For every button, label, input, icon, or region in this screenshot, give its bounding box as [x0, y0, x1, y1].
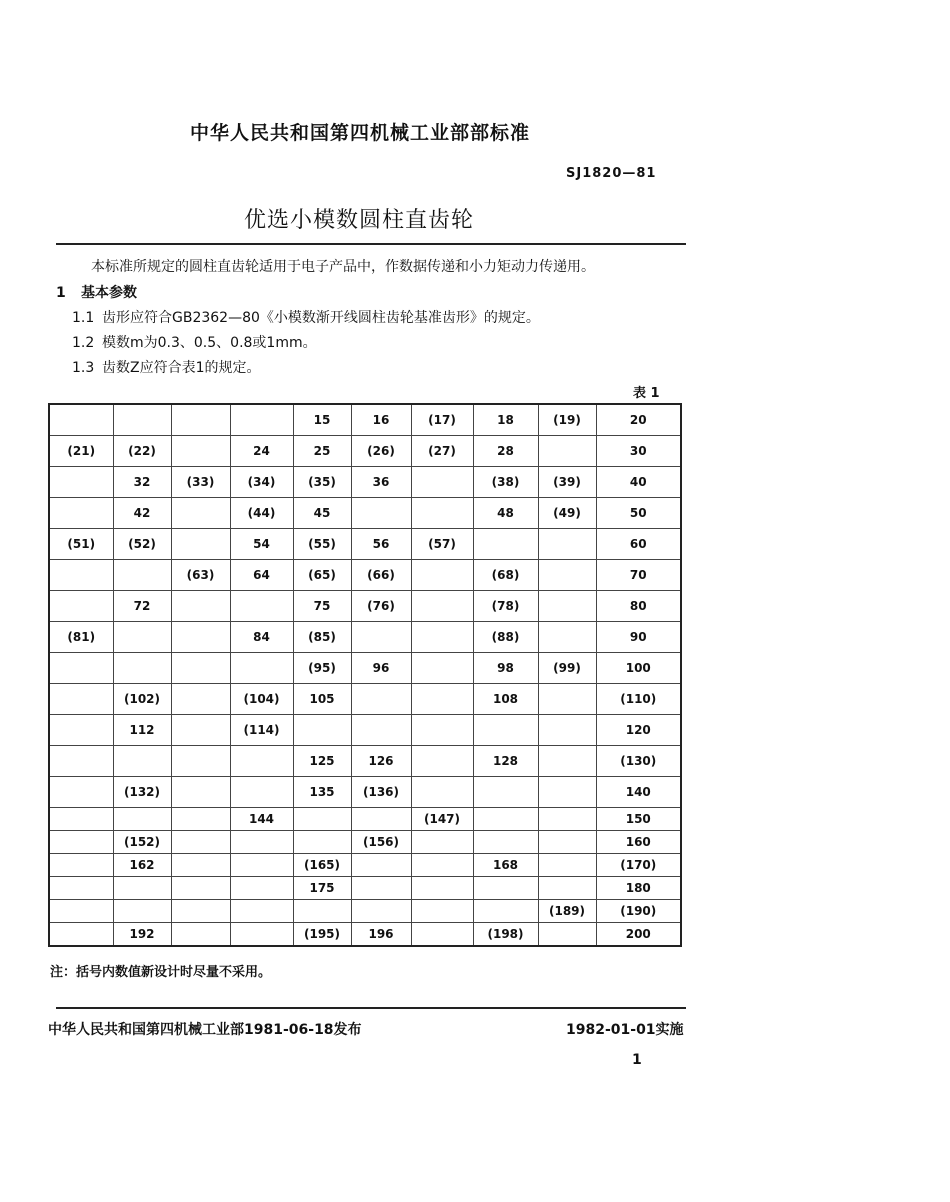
table-cell: (78)	[473, 591, 538, 622]
table-cell: 125	[293, 746, 351, 777]
table-cell	[230, 854, 293, 877]
table-cell	[171, 777, 230, 808]
clause-item	[72, 332, 317, 352]
table-cell	[293, 900, 351, 923]
table-cell: 180	[596, 877, 681, 900]
table-cell	[538, 831, 596, 854]
table-cell: 196	[351, 923, 411, 947]
table-cell: (52)	[113, 529, 171, 560]
table-cell: (68)	[473, 560, 538, 591]
table-cell	[230, 777, 293, 808]
table-cell: 120	[596, 715, 681, 746]
table-cell	[49, 854, 113, 877]
table-cell	[411, 622, 473, 653]
table-cell: (152)	[113, 831, 171, 854]
table-cell	[351, 808, 411, 831]
table-row	[49, 498, 681, 529]
table-cell	[473, 877, 538, 900]
table-cell	[411, 653, 473, 684]
table-cell	[113, 900, 171, 923]
intro-paragraph: 本标准所规定的圆柱直齿轮适用于电子产品中，作数据传递和小力矩动力传递用。	[91, 259, 595, 275]
table-cell: 140	[596, 777, 681, 808]
table-cell	[171, 746, 230, 777]
table-cell: (170)	[596, 854, 681, 877]
table-cell	[411, 560, 473, 591]
table-cell: 32	[113, 467, 171, 498]
table-cell	[49, 591, 113, 622]
table-cell: 80	[596, 591, 681, 622]
table-cell	[411, 877, 473, 900]
table-row	[49, 808, 681, 831]
table-cell	[411, 591, 473, 622]
table-cell	[49, 831, 113, 854]
table-cell: (57)	[411, 529, 473, 560]
table-cell	[113, 560, 171, 591]
table-cell: (51)	[49, 529, 113, 560]
table-cell: 56	[351, 529, 411, 560]
table-cell: (104)	[230, 684, 293, 715]
table-cell: 42	[113, 498, 171, 529]
table-cell	[171, 808, 230, 831]
table-cell	[230, 831, 293, 854]
table-cell: 192	[113, 923, 171, 947]
table-cell	[538, 529, 596, 560]
table-cell	[538, 746, 596, 777]
clause-number: 1.2	[72, 335, 95, 351]
table-cell	[171, 684, 230, 715]
table-cell: (55)	[293, 529, 351, 560]
table-cell	[351, 684, 411, 715]
table-cell	[171, 404, 230, 436]
table-cell	[538, 715, 596, 746]
table-cell: 72	[113, 591, 171, 622]
table-cell: (88)	[473, 622, 538, 653]
table-cell	[230, 404, 293, 436]
table-cell: (165)	[293, 854, 351, 877]
table-row	[49, 777, 681, 808]
table-cell: 105	[293, 684, 351, 715]
table-cell: 162	[113, 854, 171, 877]
table-cell	[411, 854, 473, 877]
table-cell	[411, 746, 473, 777]
table-row	[49, 831, 681, 854]
table-cell	[113, 877, 171, 900]
clause-number: 1.3	[72, 360, 95, 376]
table-cell	[293, 808, 351, 831]
table-cell	[171, 529, 230, 560]
table-cell	[411, 498, 473, 529]
table-cell	[230, 653, 293, 684]
table-cell	[49, 404, 113, 436]
table-cell	[171, 622, 230, 653]
table-cell	[113, 404, 171, 436]
table-cell: (22)	[113, 436, 171, 467]
table-cell: 70	[596, 560, 681, 591]
table-cell	[351, 877, 411, 900]
table-cell	[230, 877, 293, 900]
table-cell	[351, 498, 411, 529]
table-cell: 64	[230, 560, 293, 591]
table-cell	[171, 436, 230, 467]
table-cell	[171, 715, 230, 746]
table-cell: (66)	[351, 560, 411, 591]
table-row	[49, 404, 681, 436]
table-row	[49, 900, 681, 923]
table-cell	[49, 684, 113, 715]
table-cell	[538, 436, 596, 467]
table-cell: 20	[596, 404, 681, 436]
table-cell: (17)	[411, 404, 473, 436]
table-cell	[351, 900, 411, 923]
table-cell	[113, 808, 171, 831]
table-cell: (19)	[538, 404, 596, 436]
table-row	[49, 529, 681, 560]
table-cell: 54	[230, 529, 293, 560]
table-cell: 30	[596, 436, 681, 467]
table-cell	[538, 808, 596, 831]
clause-text: 模数m为0.3、0.5、0.8或1mm。	[102, 335, 317, 351]
table-cell: 18	[473, 404, 538, 436]
table-cell	[49, 877, 113, 900]
table-cell: (110)	[596, 684, 681, 715]
table-cell	[293, 831, 351, 854]
issuer-title: 中华人民共和国第四机械工业部部标准	[190, 122, 531, 144]
table-cell: 60	[596, 529, 681, 560]
table-grid	[48, 403, 682, 947]
table-cell	[411, 831, 473, 854]
effective-date: 1982-01-01实施	[566, 1022, 684, 1038]
table-cell	[171, 498, 230, 529]
table-cell: 126	[351, 746, 411, 777]
section-title: 基本参数	[81, 285, 137, 301]
table-cell: 128	[473, 746, 538, 777]
table-cell	[473, 900, 538, 923]
table-cell: 144	[230, 808, 293, 831]
table-cell	[113, 746, 171, 777]
table-cell	[411, 467, 473, 498]
table-cell	[230, 746, 293, 777]
table-cell: (34)	[230, 467, 293, 498]
table-cell	[538, 622, 596, 653]
table-cell: 48	[473, 498, 538, 529]
table-cell	[411, 900, 473, 923]
table-cell: 15	[293, 404, 351, 436]
table-cell	[171, 877, 230, 900]
table-cell: (102)	[113, 684, 171, 715]
table-cell: 84	[230, 622, 293, 653]
table-cell	[171, 591, 230, 622]
table-cell: 98	[473, 653, 538, 684]
table-cell	[538, 777, 596, 808]
table-cell	[230, 591, 293, 622]
table-cell	[49, 808, 113, 831]
table-cell: 150	[596, 808, 681, 831]
table-cell	[230, 900, 293, 923]
table-cell: 25	[293, 436, 351, 467]
table-cell	[411, 777, 473, 808]
table-cell: 90	[596, 622, 681, 653]
table-cell	[49, 653, 113, 684]
table-cell: 40	[596, 467, 681, 498]
table-cell	[293, 715, 351, 746]
table-cell: 160	[596, 831, 681, 854]
table-row	[49, 684, 681, 715]
table-cell	[538, 591, 596, 622]
table-cell: 24	[230, 436, 293, 467]
footer-rule	[56, 1007, 686, 1009]
table-row	[49, 715, 681, 746]
table-cell	[49, 498, 113, 529]
table-cell: (39)	[538, 467, 596, 498]
table-cell	[49, 715, 113, 746]
table-cell	[49, 777, 113, 808]
table-cell: (21)	[49, 436, 113, 467]
table-cell: 28	[473, 436, 538, 467]
table-cell: 16	[351, 404, 411, 436]
clause-number: 1.1	[72, 310, 95, 326]
section-number: 1	[56, 285, 66, 301]
table-cell: (132)	[113, 777, 171, 808]
table-cell: (99)	[538, 653, 596, 684]
table-cell: 45	[293, 498, 351, 529]
table-cell	[538, 854, 596, 877]
table-cell: 50	[596, 498, 681, 529]
table-row	[49, 854, 681, 877]
table-caption: 表 1	[633, 386, 660, 401]
table-cell: (26)	[351, 436, 411, 467]
table-cell: 100	[596, 653, 681, 684]
table-cell: (190)	[596, 900, 681, 923]
table-cell	[473, 808, 538, 831]
table-cell: (147)	[411, 808, 473, 831]
table-cell: (136)	[351, 777, 411, 808]
table-cell: (189)	[538, 900, 596, 923]
table-cell	[538, 923, 596, 947]
table-cell: (114)	[230, 715, 293, 746]
table-cell: (156)	[351, 831, 411, 854]
clause-text: 齿形应符合GB2362—80《小模数渐开线圆柱齿轮基准齿形》的规定。	[102, 310, 540, 326]
table-cell	[473, 831, 538, 854]
section-heading	[56, 282, 137, 302]
clause-item	[72, 307, 540, 327]
table-cell	[49, 923, 113, 947]
table-cell	[171, 854, 230, 877]
page-number: 1	[632, 1052, 642, 1068]
table-cell	[473, 529, 538, 560]
table-cell: (198)	[473, 923, 538, 947]
table-cell: 108	[473, 684, 538, 715]
table-cell	[49, 467, 113, 498]
table-cell: (35)	[293, 467, 351, 498]
standard-number: SJ1820—81	[566, 166, 657, 181]
table-row	[49, 436, 681, 467]
table-cell	[351, 854, 411, 877]
teeth-number-table	[48, 403, 682, 947]
table-cell: (85)	[293, 622, 351, 653]
clause-item	[72, 357, 261, 377]
table-cell	[171, 900, 230, 923]
table-cell	[49, 900, 113, 923]
table-cell	[351, 715, 411, 746]
table-cell	[113, 653, 171, 684]
table-cell: (38)	[473, 467, 538, 498]
publish-info: 中华人民共和国第四机械工业部1981-06-18发布	[48, 1022, 362, 1038]
table-cell: 200	[596, 923, 681, 947]
table-cell	[411, 684, 473, 715]
document-title: 优选小模数圆柱直齿轮	[244, 208, 475, 233]
table-cell: (130)	[596, 746, 681, 777]
table-cell	[351, 622, 411, 653]
table-cell: (49)	[538, 498, 596, 529]
table-cell	[171, 653, 230, 684]
table-row	[49, 560, 681, 591]
table-cell	[49, 560, 113, 591]
clause-text: 齿数Z应符合表1的规定。	[102, 360, 261, 376]
table-cell: (76)	[351, 591, 411, 622]
table-cell: (63)	[171, 560, 230, 591]
table-cell: 112	[113, 715, 171, 746]
table-cell: (33)	[171, 467, 230, 498]
table-cell	[538, 684, 596, 715]
table-cell: 75	[293, 591, 351, 622]
table-cell	[230, 923, 293, 947]
table-row	[49, 467, 681, 498]
table-cell: 175	[293, 877, 351, 900]
table-cell	[49, 746, 113, 777]
table-cell	[411, 715, 473, 746]
table-cell	[538, 560, 596, 591]
table-row	[49, 923, 681, 947]
table-cell: (65)	[293, 560, 351, 591]
table-cell: (44)	[230, 498, 293, 529]
table-cell	[113, 622, 171, 653]
table-row	[49, 653, 681, 684]
table-cell: (195)	[293, 923, 351, 947]
table-cell: (81)	[49, 622, 113, 653]
table-cell	[171, 923, 230, 947]
table-cell	[473, 777, 538, 808]
table-cell	[538, 877, 596, 900]
table-cell: 96	[351, 653, 411, 684]
header-rule	[56, 243, 686, 245]
table-cell: 168	[473, 854, 538, 877]
table-cell: (27)	[411, 436, 473, 467]
table-row	[49, 877, 681, 900]
table-cell: (95)	[293, 653, 351, 684]
table-cell	[411, 923, 473, 947]
table-row	[49, 591, 681, 622]
table-note: 注：括号内数值新设计时尽量不采用。	[50, 965, 272, 980]
table-cell	[473, 715, 538, 746]
table-row	[49, 746, 681, 777]
table-cell: 36	[351, 467, 411, 498]
table-cell	[171, 831, 230, 854]
table-cell: 135	[293, 777, 351, 808]
table-row	[49, 622, 681, 653]
